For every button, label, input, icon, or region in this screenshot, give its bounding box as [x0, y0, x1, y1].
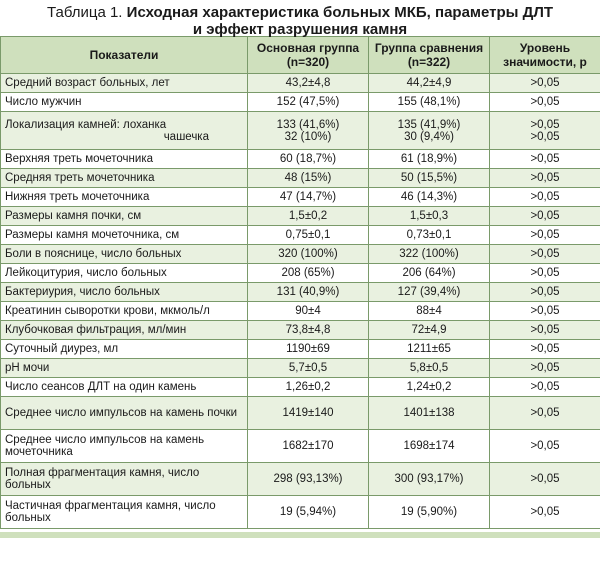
cell-p-value: >0,05 — [490, 463, 600, 496]
cell-p-value: >0,05 — [490, 430, 600, 463]
cell-main-group: 19 (5,94%) — [248, 496, 369, 529]
header-main-group: Основная группа (n=320) — [248, 37, 369, 74]
data-table — [0, 36, 600, 529]
cell-main-group: 1682±170 — [248, 430, 369, 463]
cell-comparison-group: 1,24±0,2 — [369, 378, 490, 397]
cell-main-group: 131 (40,9%) — [248, 283, 369, 302]
cell-main-group: 320 (100%) — [248, 245, 369, 264]
cell-p-value: >0,05 — [490, 150, 600, 169]
cell-main-group: 73,8±4,8 — [248, 321, 369, 340]
table-row — [1, 264, 600, 283]
cell-indicator: pH мочи — [1, 359, 248, 378]
cell-comparison-group: 88±4 — [369, 302, 490, 321]
table-title — [0, 0, 600, 36]
cell-indicator: Среднее число импульсов на камень мочеточника — [1, 430, 248, 463]
cell-indicator: Среднее число импульсов на камень почки — [1, 397, 248, 430]
table-row — [1, 463, 600, 496]
cell-indicator: Число мужчин — [1, 93, 248, 112]
cell-indicator: Полная фрагментация камня, число больных — [1, 463, 248, 496]
cell-comparison-group: 135 (41,9%) 30 (9,4%) — [369, 112, 490, 150]
cell-comparison-group: 1698±174 — [369, 430, 490, 463]
cell-indicator: Размеры камня почки, см — [1, 207, 248, 226]
cell-comparison-group: 1211±65 — [369, 340, 490, 359]
table-row — [1, 188, 600, 207]
cell-main-group: 47 (14,7%) — [248, 188, 369, 207]
cell-comparison-group: 0,73±0,1 — [369, 226, 490, 245]
cell-comparison-group: 1401±138 — [369, 397, 490, 430]
cell-indicator: Боли в пояснице, число больных — [1, 245, 248, 264]
table-row — [1, 430, 600, 463]
table-title-line2: и эффект разрушения камня — [192, 21, 408, 38]
cell-comparison-group: 322 (100%) — [369, 245, 490, 264]
cell-p-value: >0,05 — [490, 283, 600, 302]
cell-p-value: >0,05 — [490, 496, 600, 529]
table-row — [1, 340, 600, 359]
cell-main-group: 1,5±0,2 — [248, 207, 369, 226]
cell-p-value: >0,05 >0,05 — [490, 112, 600, 150]
table-row — [1, 397, 600, 430]
cell-main-group: 90±4 — [248, 302, 369, 321]
table-row — [1, 302, 600, 321]
cell-indicator: Размеры камня мочеточника, см — [1, 226, 248, 245]
header-significance: Уровень значимости, p — [490, 37, 600, 74]
cell-main-group: 208 (65%) — [248, 264, 369, 283]
header-indicator: Показатели — [1, 37, 248, 74]
cell-indicator: Частичная фрагментация камня, число больных — [1, 496, 248, 529]
cell-indicator: Средний возраст больных, лет — [1, 74, 248, 93]
cell-comparison-group: 72±4,9 — [369, 321, 490, 340]
cell-main-group: 152 (47,5%) — [248, 93, 369, 112]
cell-comparison-group: 155 (48,1%) — [369, 93, 490, 112]
cell-p-value: >0,05 — [490, 302, 600, 321]
cell-p-value: >0,05 — [490, 359, 600, 378]
table-row — [1, 359, 600, 378]
cell-main-group: 0,75±0,1 — [248, 226, 369, 245]
table-row — [1, 169, 600, 188]
cell-p-value: >0,05 — [490, 321, 600, 340]
cell-comparison-group: 1,5±0,3 — [369, 207, 490, 226]
cell-main-group: 60 (18,7%) — [248, 150, 369, 169]
table-number: Таблица 1. — [46, 4, 123, 21]
cell-indicator: Бактериурия, число больных — [1, 283, 248, 302]
cell-comparison-group: 50 (15,5%) — [369, 169, 490, 188]
cell-p-value: >0,05 — [490, 74, 600, 93]
cell-main-group: 5,7±0,5 — [248, 359, 369, 378]
cell-p-value: >0,05 — [490, 397, 600, 430]
cell-main-group: 43,2±4,8 — [248, 74, 369, 93]
cell-comparison-group: 300 (93,17%) — [369, 463, 490, 496]
cell-main-group: 1419±140 — [248, 397, 369, 430]
cell-comparison-group: 46 (14,3%) — [369, 188, 490, 207]
cell-comparison-group: 206 (64%) — [369, 264, 490, 283]
table-row — [1, 93, 600, 112]
header-comparison-group: Группа сравнения (n=322) — [369, 37, 490, 74]
table-row — [1, 283, 600, 302]
cell-p-value: >0,05 — [490, 264, 600, 283]
table-row — [1, 321, 600, 340]
cell-comparison-group: 5,8±0,5 — [369, 359, 490, 378]
cell-indicator: Верхняя треть мочеточника — [1, 150, 248, 169]
cell-main-group: 133 (41,6%) 32 (10%) — [248, 112, 369, 150]
cell-comparison-group: 61 (18,9%) — [369, 150, 490, 169]
cell-p-value: >0,05 — [490, 188, 600, 207]
cell-main-group: 1190±69 — [248, 340, 369, 359]
cell-p-value: >0,05 — [490, 245, 600, 264]
cell-p-value: >0,05 — [490, 169, 600, 188]
cell-indicator: Креатинин сыворотки крови, мкмоль/л — [1, 302, 248, 321]
table-row — [1, 207, 600, 226]
table-row — [1, 245, 600, 264]
header-row — [1, 37, 600, 74]
cell-p-value: >0,05 — [490, 378, 600, 397]
cell-indicator: Локализация камней: лоханка чашечка — [1, 112, 248, 150]
cell-indicator: Средняя треть мочеточника — [1, 169, 248, 188]
cell-indicator: Нижняя треть мочеточника — [1, 188, 248, 207]
bottom-divider — [0, 532, 600, 538]
cell-main-group: 298 (93,13%) — [248, 463, 369, 496]
cell-indicator: Лейкоцитурия, число больных — [1, 264, 248, 283]
table-row — [1, 112, 600, 150]
cell-p-value: >0,05 — [490, 226, 600, 245]
cell-p-value: >0,05 — [490, 93, 600, 112]
cell-main-group: 48 (15%) — [248, 169, 369, 188]
cell-p-value: >0,05 — [490, 340, 600, 359]
cell-indicator: Клубочковая фильтрация, мл/мин — [1, 321, 248, 340]
table-row — [1, 378, 600, 397]
table-row — [1, 74, 600, 93]
cell-main-group: 1,26±0,2 — [248, 378, 369, 397]
cell-comparison-group: 44,2±4,9 — [369, 74, 490, 93]
table-row — [1, 496, 600, 529]
cell-comparison-group: 127 (39,4%) — [369, 283, 490, 302]
cell-comparison-group: 19 (5,90%) — [369, 496, 490, 529]
cell-indicator: Число сеансов ДЛТ на один камень — [1, 378, 248, 397]
table-title-line1: Исходная характеристика больных МКБ, параметры ДЛТ — [126, 4, 554, 21]
table-row — [1, 150, 600, 169]
cell-p-value: >0,05 — [490, 207, 600, 226]
cell-indicator: Суточный диурез, мл — [1, 340, 248, 359]
table-row — [1, 226, 600, 245]
table-body — [1, 74, 600, 529]
